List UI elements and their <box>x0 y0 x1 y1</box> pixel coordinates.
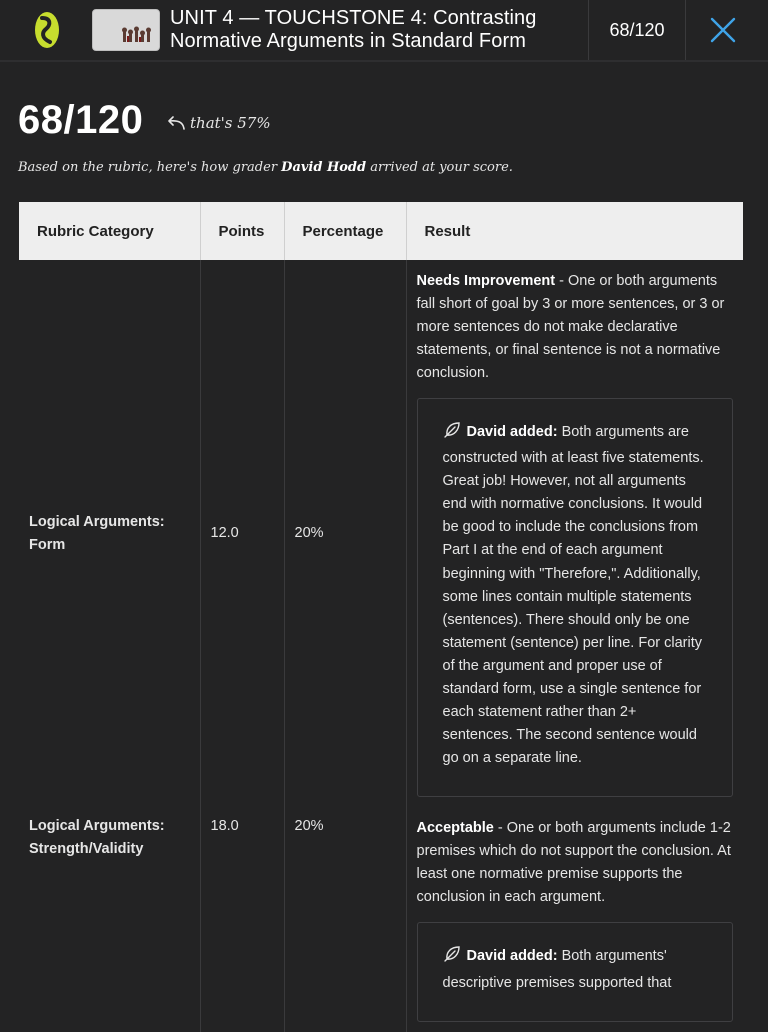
result-text: - One or both arguments include 1-2 premises which do not support the conclusion. At least one normative premise supports the conclusion in each argument. <box>416 820 731 906</box>
rubric-category: Logical Arguments: Strength/Validity <box>19 807 200 1031</box>
assignment-title <box>170 7 588 53</box>
grader-note-prefix: Based on the rubric, here's how grader <box>18 160 278 175</box>
rubric-table <box>19 202 743 1032</box>
comment-text: Both arguments' descriptive premises supported that <box>442 948 672 991</box>
comment-author-label: David added: <box>466 424 558 440</box>
column-header: Result <box>406 202 743 260</box>
grader-comment <box>417 922 734 1021</box>
top-bar <box>0 0 768 62</box>
column-header: Percentage <box>284 202 406 260</box>
grader-note-suffix: arrived at your score. <box>370 160 513 175</box>
column-header: Points <box>200 202 284 260</box>
percent-note-text: that's 57% <box>190 114 271 132</box>
main-content <box>0 64 768 1024</box>
table-header-row <box>19 202 743 260</box>
close-button[interactable] <box>686 0 760 60</box>
percentage-cell: 20% <box>284 807 406 1031</box>
header-score: 68/120 <box>609 19 665 40</box>
comment-author-label: David added: <box>466 948 558 965</box>
close-icon <box>710 17 736 43</box>
result-text: - One or both arguments fall short of goal by 3 or more sentences, or 3 or more sentences do not make declarative statements, or final sentence is not a normative conclusion. <box>416 273 725 381</box>
result-cell <box>406 807 743 1031</box>
result-description <box>417 817 734 909</box>
rubric-category: Logical Arguments: Form <box>19 260 200 807</box>
table-row <box>19 260 743 807</box>
comment-text: Both arguments are constructed with at least five statements. Great job! However, not all arguments end with normative conclusions. It would be good to include the conclusions from Part I at the end of each argument beginning with "Therefore,". Additionally, some lines contain multiple statements (sentences). There should only be one statement (sentence) per line. For clarity of the argument and proper use of standard form, use a single sentence for each statement rather than 2+ sentences. The second sentence would go on a separate line. <box>442 424 704 767</box>
column-header: Rubric Category <box>19 202 200 260</box>
logo[interactable] <box>0 0 94 60</box>
result-cell <box>406 260 743 807</box>
grader-comment <box>417 398 734 797</box>
feather-icon <box>443 945 461 971</box>
points-cell: 18.0 <box>200 807 284 1031</box>
result-description <box>417 270 734 385</box>
sophia-logo-icon <box>35 12 59 48</box>
percentage-cell: 20% <box>284 260 406 807</box>
percent-note <box>166 114 271 132</box>
total-score: 68/120 <box>18 98 144 142</box>
grader-note <box>18 160 513 175</box>
table-row <box>19 807 743 1031</box>
result-label: Acceptable <box>416 820 494 837</box>
result-label: Needs Improvement <box>416 273 556 289</box>
curved-arrow-icon <box>166 115 186 131</box>
unit-thumbnail-image <box>92 9 160 51</box>
feather-icon <box>443 421 461 447</box>
points-cell: 12.0 <box>200 260 284 807</box>
page-title: UNIT 4 — TOUCHSTONE 4: Contrasting Normative Arguments in Standard Form <box>170 7 537 52</box>
grader-name: David Hodd <box>281 160 367 175</box>
